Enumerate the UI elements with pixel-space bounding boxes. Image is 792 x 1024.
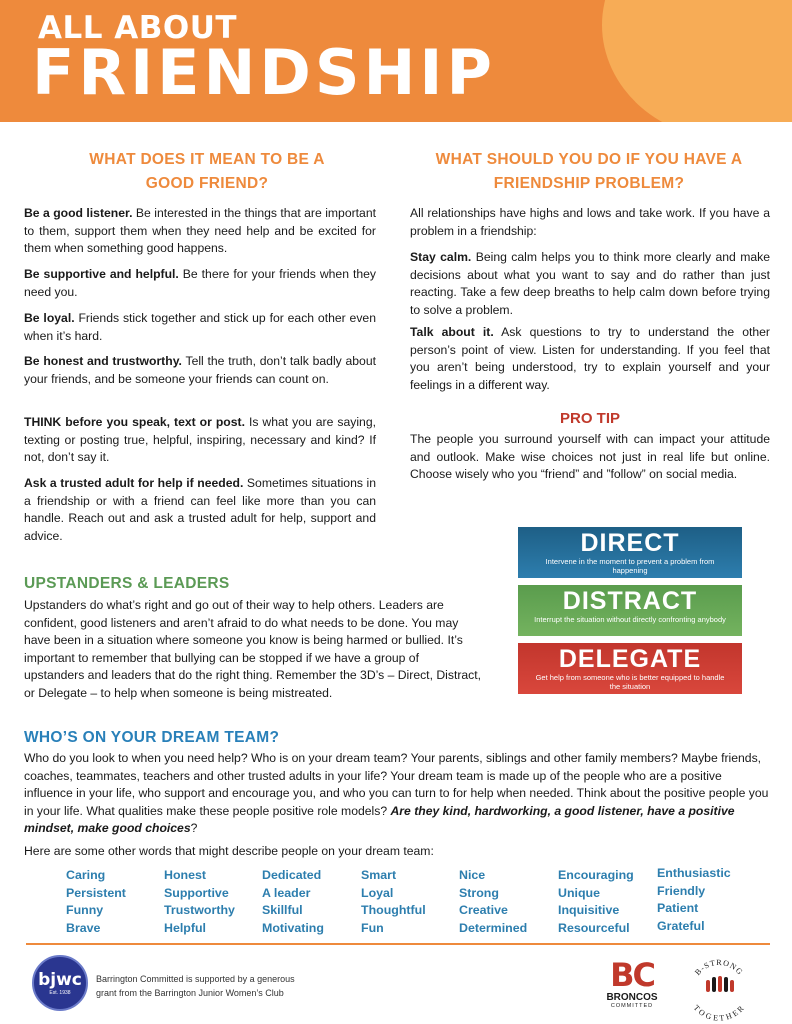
direct-label: DIRECT xyxy=(580,529,680,557)
pro-tip-heading: PRO TIP xyxy=(559,410,620,427)
delegate-desc: Get help from someone who is better equipped to handle the situation xyxy=(535,673,725,691)
word-item: Motivating xyxy=(262,920,324,935)
tip-stay-calm: Stay calm. Being calm helps you to think more clearly and make decisions about what you want to say and do rather than just reacting. Take a few deep breaths to help calm down before trying to solve a problem. xyxy=(410,250,770,317)
upstanders-text: Upstanders do what’s right and go out of their way to help others. Leaders are confident, good listeners and aren’t afraid to do what needs to be done. You may have been in a situation where someone you know is being harmed or bullied. It’s important to remember that bullying can be stopped if we have a group of upstanders and leaders that do the right thing. Remember the 3D’s – Direct, Distract, or Delegate – to help when someone is being mistreated. xyxy=(24,598,482,700)
word-item: Creative xyxy=(459,903,508,918)
broncos-committed-logo: BC BRONCOS COMMITTED xyxy=(606,956,658,1009)
problem-intro: All relationships have highs and lows and take work. If you have a problem in a friendship: xyxy=(410,206,770,238)
word-item: Thoughtful xyxy=(361,903,426,918)
word-item: Inquisitive xyxy=(558,903,620,918)
word-item: Patient xyxy=(657,901,699,916)
word-item: Determined xyxy=(459,920,528,935)
header-small-title: ALL ABOUT xyxy=(38,10,238,46)
page-title: FRIENDSHIP xyxy=(32,36,496,109)
word-column xyxy=(657,865,731,935)
dream-team-word-grid xyxy=(0,867,792,939)
word-item: Encouraging xyxy=(558,868,634,882)
word-item: Friendly xyxy=(657,883,706,898)
word-item: Honest xyxy=(164,868,206,882)
word-column xyxy=(262,867,324,937)
word-item: Nice xyxy=(459,868,486,882)
word-item: Unique xyxy=(558,885,600,900)
dream-team-text: Who do you look to when you need help? Who is on your dream team? Your parents, siblings and other family members? Maybe friends, coaches, teammates, teachers and other trusted adults in your life? Your dream team is made up of the people who are a positive influence in your life, who support and encourage you, and who you can turn to for help when needed. Think about the positive people you in your life. What qualities make these people positive role models? Are they kind, hardworking, a good listener, have a positive mindset, make good choices? xyxy=(24,751,769,836)
svg-text:TOGETHER xyxy=(692,1003,747,1022)
word-item: Trustworthy xyxy=(164,903,235,918)
word-item: Supportive xyxy=(164,885,229,900)
word-item: Skillful xyxy=(262,903,303,918)
bstrong-together-logo xyxy=(684,952,754,1022)
word-item: Brave xyxy=(66,920,101,935)
tip-supportive: Be supportive and helpful. Be there for your friends when they need you. xyxy=(24,267,376,299)
word-item: Funny xyxy=(66,903,104,918)
word-item: Loyal xyxy=(361,885,394,900)
header-glow xyxy=(602,0,792,122)
good-friend-heading: WHAT DOES IT MEAN TO BE A GOOD FRIEND? xyxy=(89,151,325,192)
bstrong-top-text: B-STRONG xyxy=(693,957,745,978)
word-item: Smart xyxy=(361,868,397,882)
word-column xyxy=(66,867,126,937)
hands-icon xyxy=(706,976,734,992)
distract-desc: Interrupt the situation without directly confronting anybody xyxy=(534,615,726,624)
word-column xyxy=(164,867,235,937)
word-item: Resourceful xyxy=(558,920,630,935)
word-item: Enthusiastic xyxy=(657,866,731,880)
word-column xyxy=(558,867,634,937)
header-banner xyxy=(0,0,792,122)
footer-credit-text: Barrington Committed is supported by a generous grant from the Barrington Junior Women’s Club xyxy=(96,974,295,998)
dream-team-heading: WHO’S ON YOUR DREAM TEAM? xyxy=(24,729,280,746)
tip-talk-about-it: Talk about it. Ask questions to try to understand the other person’s point of view. Listen for understanding. If you feel that you aren’t being understood, try to explain yourself and your feelings in a different way. xyxy=(410,325,770,392)
upstanders-heading: UPSTANDERS & LEADERS xyxy=(24,575,230,592)
word-item: Fun xyxy=(361,920,384,935)
word-item: Persistent xyxy=(66,885,126,900)
bstrong-bottom-text: TOGETHER xyxy=(691,1003,747,1022)
distract-label: DISTRACT xyxy=(562,587,698,615)
word-item: Dedicated xyxy=(262,868,322,882)
word-item: Strong xyxy=(459,885,499,900)
direct-box xyxy=(518,527,742,578)
pro-tip-text: The people you surround yourself with can impact your attitude and outlook. Make wise choices not just in real life but online. Choose wisely who you “friend” and ”follow” on social media. xyxy=(410,432,770,482)
tip-loyal: Be loyal. Friends stick together and stick up for each other even when it’s hard. xyxy=(24,311,376,343)
friendship-problem-heading: WHAT SHOULD YOU DO IF YOU HAVE A FRIENDSHIP PROBLEM? xyxy=(435,151,743,192)
bjwc-logo: bjwc Est. 1938 xyxy=(32,955,88,1011)
words-intro: Here are some other words that might describe people on your dream team: xyxy=(24,844,434,858)
delegate-label: DELEGATE xyxy=(558,645,702,673)
word-item: A leader xyxy=(262,885,311,900)
word-column xyxy=(361,867,426,937)
word-item: Helpful xyxy=(164,920,206,935)
word-column xyxy=(459,867,527,937)
tip-listener: Be a good listener. Be interested in the things that are important to them, support them when they need help and be excited for them when something good happens. xyxy=(24,206,376,256)
distract-box xyxy=(518,585,742,636)
direct-desc: Intervene in the moment to prevent a problem from happening xyxy=(545,557,715,575)
tip-honest: Be honest and trustworthy. Tell the truth, don’t talk badly about your friends, and be someone your friends can count on. xyxy=(24,354,376,386)
word-item: Grateful xyxy=(657,918,705,933)
delegate-box xyxy=(518,643,742,694)
footer-divider xyxy=(26,943,770,945)
tip-trusted-adult: Ask a trusted adult for help if needed. Sometimes situations in a friendship or with a friend can feel like more than you can handle. Reach out and ask a trusted adult for help, support and advice. xyxy=(24,476,376,543)
tip-think: THINK before you speak, text or post. Is what you are saying, texting or posting true, helpful, inspiring, necessary and kind? If not, don’t say it. xyxy=(24,415,376,465)
word-item: Caring xyxy=(66,868,106,882)
svg-text:B-STRONG xyxy=(693,958,745,977)
